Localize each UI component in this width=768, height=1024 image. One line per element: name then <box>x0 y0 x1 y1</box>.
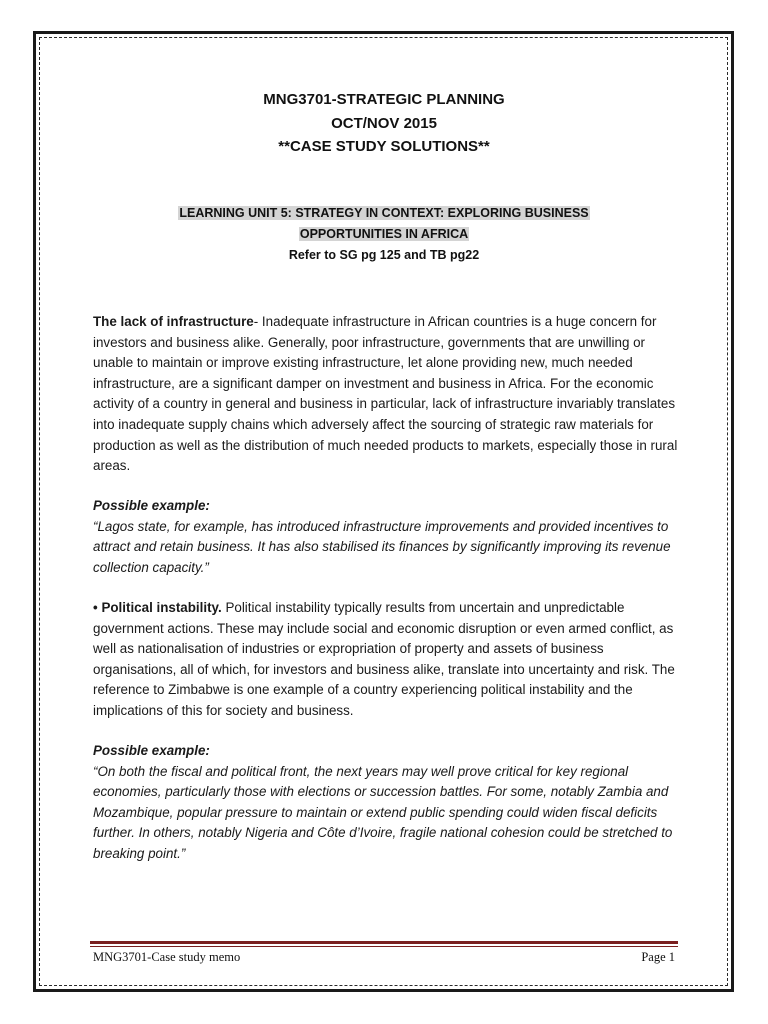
footer-rule-thin <box>90 946 678 947</box>
unit-reference: Refer to SG pg 125 and TB pg22 <box>288 248 480 262</box>
example-1-quote: “Lagos state, for example, has introduced infrastructure improvements and provided incentives to attract and retain business. It has also stabilised its finances by significantly improving its revenue collection capacity.” <box>93 518 671 575</box>
footer-title: MNG3701-Case study memo <box>93 950 241 964</box>
example-1-label: Possible example: <box>93 498 210 513</box>
example-2 <box>93 741 683 865</box>
infrastructure-heading: The lack of infrastructure <box>93 314 254 329</box>
political-heading: Political instability. <box>101 600 222 615</box>
infrastructure-paragraph <box>93 312 683 477</box>
political-text: Political instability typically results from uncertain and unpredictable government actions. These may include social and economic disruption or even armed conflict, as well as nationalisation of industries or expropriation of property and assets of business organisations, all of which, for investors and business alike, translate into uncertainty and risk. The reference to Zimbabwe is one example of a country experiencing political instability and the implications of this for society and business. <box>93 600 675 718</box>
unit-title-line1: LEARNING UNIT 5: STRATEGY IN CONTEXT: EXPLORING BUSINESS <box>179 206 589 220</box>
bullet-icon: • <box>93 600 98 615</box>
example-1 <box>93 496 683 578</box>
page-number: Page 1 <box>641 950 675 964</box>
title-course: MNG3701-STRATEGIC PLANNING <box>263 91 505 108</box>
document-title <box>0 88 768 159</box>
political-paragraph <box>93 598 683 722</box>
title-session: OCT/NOV 2015 <box>331 114 437 132</box>
unit-title-line2: OPPORTUNITIES IN AFRICA <box>299 227 469 241</box>
example-2-label: Possible example: <box>93 743 210 758</box>
footer-rule <box>90 941 678 944</box>
infrastructure-text: - Inadequate infrastructure in African countries is a huge concern for investors and business alike. Generally, poor infrastructure, governments that are unwilling or unable to maintain or improve existing infrastructure, let alone providing new, much needed infrastructure, are a significant damper on investment and business in Africa. For the economic activity of a country in general and business in particular, lack of infrastructure invariably translates into inadequate supply chains which adversely affect the sourcing of strategic raw materials for production as well as the distribution of much needed products to markets, especially those in rural areas. <box>93 314 678 474</box>
example-2-quote: “On both the fiscal and political front, the next years may well prove critical for key regional economies, particularly those with elections or succession battles. For some, notably Zambia and Mozambique, popular pressure to maintain or extend public spending could widen fiscal deficits further. In others, notably Nigeria and Côte d’Ivoire, fragile national cohesion could be stretched to breaking point.” <box>93 763 673 861</box>
title-subtitle: **CASE STUDY SOLUTIONS** <box>278 138 490 155</box>
learning-unit-heading <box>0 203 768 266</box>
